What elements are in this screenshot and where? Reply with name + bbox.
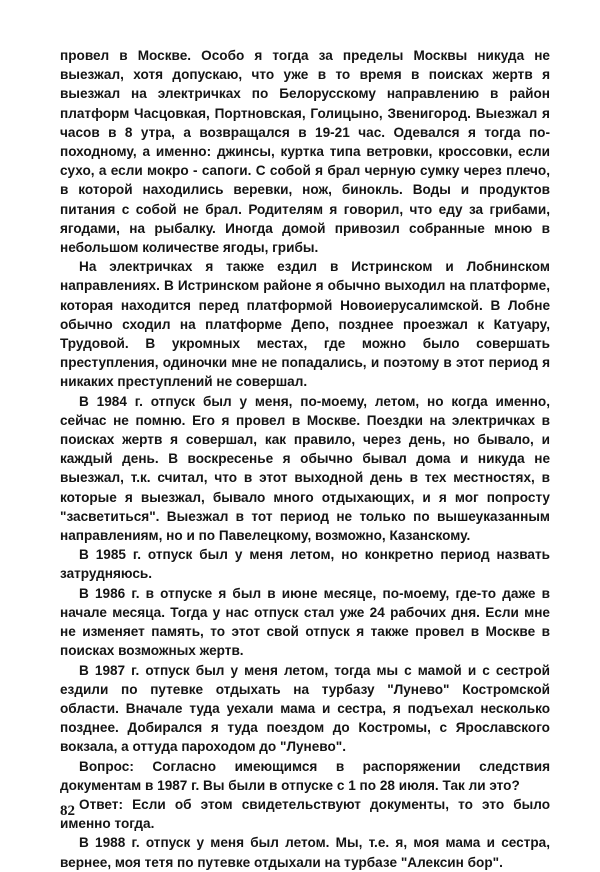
question-text: Согласно имеющимся в распоряжении следствия документам в 1987 г. Вы были в отпуске с 1 по 28 июля. Так ли это? xyxy=(60,758,551,793)
page-number: 82 xyxy=(60,803,75,819)
paragraph: На электричках я также ездил в Истринском и Лобнинском направлениях. В Истринском районе я обычно выходил на платформе, которая находится перед платформой Новоиерусалимской. В Лобне обычно сходил на платформе Депо, позднее проезжал к Катуару, Трудовой. В укромных местах, где можно было совершать преступления, одиночки мне не попадались, и поэтому в этот период я никаких преступлений не совершал. xyxy=(60,259,550,390)
paragraph: В 1988 г. отпуск у меня был летом. Мы, т.е. я, моя мама и сестра, вернее, моя тетя по путевке отдыхали на турбазе "Алексин бор". xyxy=(60,835,550,870)
answer-label: Ответ: xyxy=(79,796,123,812)
paragraph: В 1986 г. в отпуске я был в июне месяце, по-моему, где-то даже в начале месяца. Тогда у нас отпуск стал уже 24 рабочих дня. Если мне не изменяет память, то этот свой отпуск я также провел в Москве в поисках возможных жертв. xyxy=(60,585,550,659)
paragraph: провел в Москве. Особо я тогда за пределы Москвы никуда не выезжал, хотя допускаю, что уже в то время в поисках жертв я выезжал на электричках по Белорусскому направлению в район платформ Часцовкая, Портновская, Голицыно, Звенигород. Выезжал я часов в 8 утра, а возвращался в 19-21 час. Одевался я тогда по-походному, а именно: джинсы, куртка типа ветровки, кроссовки, если сухо, а если мокро - сапоги. С собой я брал черную сумку через плечо, в которой находились веревки, нож, бинокль. Воды и продуктов питания с собой не брал. Родителям я говорил, что еду за грибами, ягодами, на рыбалку. Иногда домой привозил собранные мною в небольшом количестве ягоды, грибы. xyxy=(60,48,550,256)
paragraph: В 1987 г. отпуск был у меня летом, тогда мы с мамой и с сестрой ездили по путевке отдыхать на турбазу "Лунево" Костромской области. Вначале туда уехали мама и сестра, я подъехал несколько позднее. Добирался я туда поездом до Костромы, с Ярославского вокзала, а оттуда пароходом до "Лунево". xyxy=(60,662,550,755)
answer-text: Если об этом свидетельствуют документы, то это было именно тогда. xyxy=(60,796,550,832)
paragraph: В 1984 г. отпуск был у меня, по-моему, летом, но когда именно, сейчас не помню. Его я провел в Москве. Поездки на электричках в поисках жертв я совершал, как правило, через день, но бывало, и каждый день. В воскресенье я обычно бывал дома и никуда не выезжал, т.к. считал, что в этот выходной день в тех местностях, в которые я выезжал, бывало много отдыхающих, и я мог попросту "засветиться". Выезжал в тот период не только по вышеуказанным направлениям, но и по Павелецкому, возможно, Казанскому. xyxy=(60,393,550,544)
paragraph: В 1985 г. отпуск был у меня летом, но конкретно период назвать затрудняюсь. xyxy=(60,547,550,582)
question-paragraph xyxy=(60,757,550,795)
question-label: Вопрос: xyxy=(79,758,134,774)
answer-paragraph xyxy=(60,795,550,833)
body-text xyxy=(60,46,550,872)
